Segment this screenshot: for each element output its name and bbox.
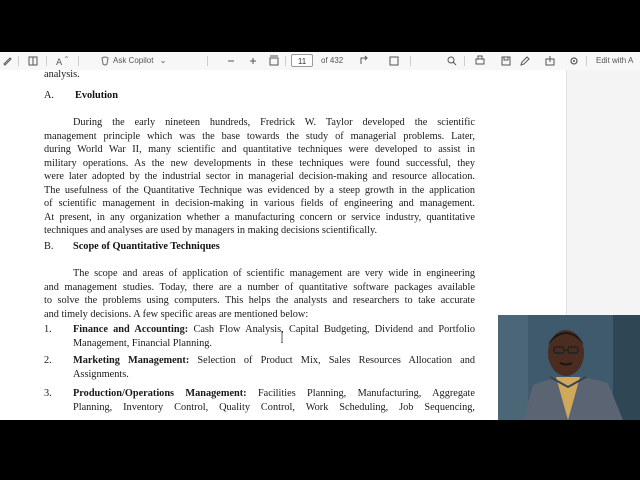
list-item-heading: Production/Operations Management: [73,388,247,399]
list-item-continuation: Management, Financial Planning. [73,338,212,349]
share-icon[interactable] [544,55,556,67]
section-b-title: Scope of Quantitative Techniques [73,241,220,252]
page-number-input[interactable]: 11 [291,54,313,67]
rotate-icon[interactable] [358,55,370,67]
list-item-heading: Marketing Management: [73,355,190,366]
toolbar-divider [46,56,47,66]
fit-page-icon[interactable] [268,55,280,67]
pdf-toolbar [0,52,640,71]
two-page-icon[interactable] [388,55,400,67]
toolbar-divider [207,56,208,66]
zoom-out-icon[interactable] [226,55,236,67]
draw-icon[interactable] [2,55,12,67]
list-item-continuation: Planning, Inventory Control, Quality Control, Work Scheduling, Job Sequencing, [73,402,475,413]
section-a-title: Evolution [75,90,118,101]
paragraph-line: The scope and areas of application of scientific management are very wide in engineering [73,268,475,279]
page-count-label: of 432 [321,56,344,65]
presenter-webcam-overlay [498,315,640,420]
paragraph-line: and timely decisions. A few specific areas are mentioned below: [44,309,309,320]
paragraph-line: of scientific management in decision-making in various fields of engineering and management. [44,198,475,209]
toolbar-divider [18,56,19,66]
paragraph-line: military operations. As the new developments in these techniques were found successful, they [44,158,475,169]
toolbar-divider [78,56,79,66]
ask-copilot-button[interactable] [113,55,166,67]
list-item-text: Facilities Planning, Manufacturing, Aggregate [246,388,475,399]
list-item [73,323,475,337]
zoom-in-icon[interactable] [248,55,258,67]
presenter-image [498,315,640,420]
copilot-icon[interactable] [99,55,111,67]
section-b-label: B. [44,241,54,252]
list-item-number: 3. [44,388,52,399]
list-item-text: Selection of Product Mix, Sales Resources Allocation and [189,355,475,366]
document-page [0,70,566,420]
paragraph-line: during World War II, many scientific and quantitative techniques were developed to assist in [44,144,475,155]
paragraph-line: At present, in any organization whether a manufacturing concern or service industry, quantitative [44,212,475,223]
toolbar-divider [410,56,411,66]
toolbar-divider [285,56,286,66]
paragraph-line: and management studies. Today, there are a number of quantitative software packages available [44,282,475,293]
edit-with-button[interactable]: Edit with A [596,56,634,65]
paragraph-line: to solve the problems using computers. This helps the analysts and researchers to take accurate [44,295,475,306]
list-item-heading: Finance and Accounting: [73,324,189,335]
list-item-number: 1. [44,324,52,335]
paragraph-line: During the early nineteen hundreds, Fredrick W. Taylor developed the scientific [73,117,475,128]
gear-icon[interactable] [568,55,580,67]
mouse-cursor-icon [281,331,287,343]
section-a-label: A. [44,90,55,101]
svg-text:^: ^ [64,56,70,63]
edit-pencil-icon[interactable] [519,55,531,67]
search-icon[interactable] [446,55,458,67]
paragraph-line: were later adopted by the industrial sector in managerial decision-making and resource allocation. [44,171,475,182]
text-size-icon[interactable] [56,55,70,67]
list-item-number: 2. [44,355,52,366]
toolbar-divider [464,56,465,66]
list-item-continuation: Assignments. [73,369,129,380]
list-item [73,354,475,368]
cut-off-line: analysis. [44,70,80,80]
list-item-text: Cash Flow Analysis, Capital Budgeting, Dividend and Portfolio [188,324,475,335]
save-icon[interactable] [500,55,512,67]
ask-copilot-label: Ask Copilot [113,56,154,65]
toolbar-divider [586,56,587,66]
list-item [73,387,475,401]
chevron-down-icon: ⌄ [159,56,167,65]
page-view-icon[interactable] [27,55,39,67]
paragraph-line: The usefulness of the Quantitative Technique was evidenced by a steep growth in the application [44,185,475,196]
print-icon[interactable] [474,55,486,67]
svg-text:A: A [56,58,63,67]
paragraph-line: techniques and analyses are used by managers in making decisions scientifically. [44,225,378,236]
paragraph-line: management principle which was the base towards the study of managerial problems. Later, [44,131,475,142]
